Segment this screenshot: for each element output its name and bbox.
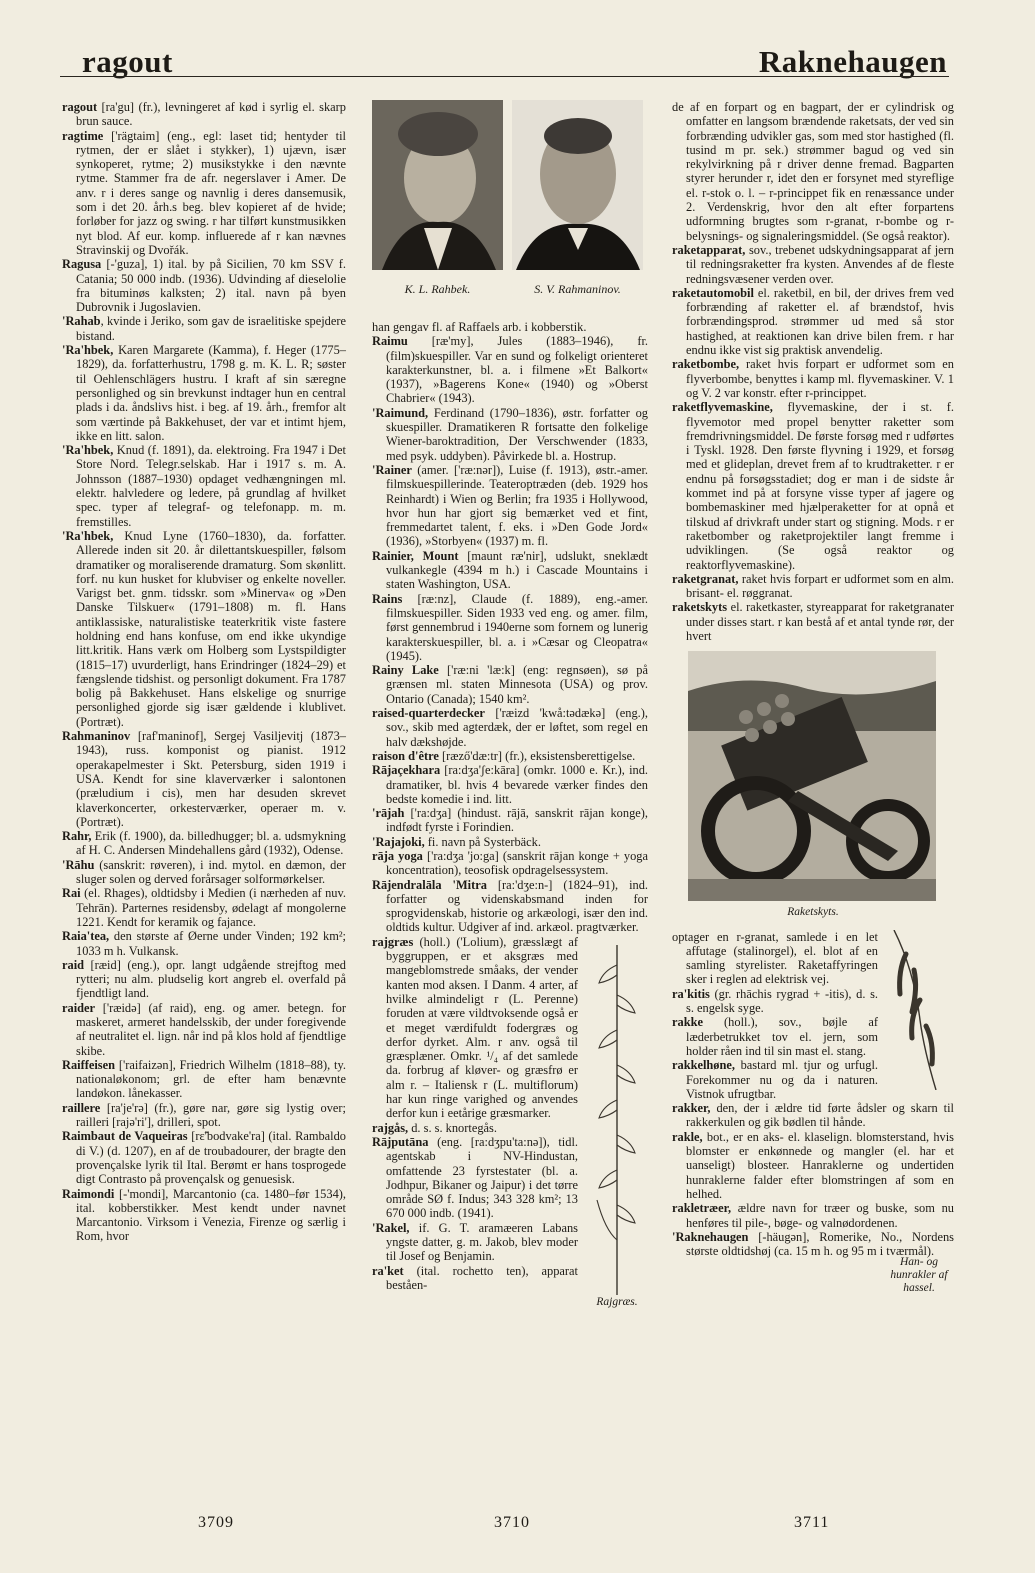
entry-headword: raketbombe, [672, 357, 740, 372]
caption-rahmaninov: S. V. Rahmaninov. [534, 282, 621, 296]
entry-headword: rakle, [672, 1129, 703, 1144]
entry-headword: rāja yoga [372, 848, 423, 863]
portrait-rahbek [372, 100, 503, 270]
entry-text: [ræ'my], Jules (1883–1946), fr. (film)skuespiller. Var en sund og folkeligt orienteret karakterkunstner, bl. a. i filmene »Et Balkort« (1937), »Bagerens Kone« (1940) og »Oberst Chabrier« (1943). [386, 334, 648, 406]
dictionary-entry [672, 286, 954, 357]
dictionary-entry [62, 257, 346, 314]
entry-headword: Rājaçekhara [372, 763, 441, 778]
entry-headword: ragout [62, 100, 98, 114]
running-head-right: Raknehaugen [758, 44, 947, 79]
entry-text: Knud (f. 1891), da. elektroing. Fra 1947 i Det Store Nord. Telegr.selskab. Har i 1917 s. m. A. Johnsson (1887–1930) opdaget vedhængningen ml. elektr. halvledere og ledere, på grundlag af hvilket spec. typer af telegraf- og telefonapp. m. m. fremstilles. [76, 443, 346, 529]
entry-headword: 'Rahab [62, 314, 101, 329]
dictionary-entry [62, 829, 346, 858]
entry-headword: raillere [62, 1100, 101, 1115]
entry-text: [maunt ræ'nir], udslukt, sneklædt vulkankegle (4394 m h.) i Cascade Mountains i staten Washington, USA. [386, 548, 648, 592]
entry-text: [-häugən], Romerike, No., Nordens største oldtidshøj (ca. 15 m h. og 95 m i tværmål). [686, 1229, 954, 1259]
dictionary-entry [372, 406, 648, 463]
dictionary-entry [672, 1201, 954, 1230]
entry-text: (holl.), sov., bøjle af læderbetrukket tov el. jern, som holder råen ind til sin mast el. stang. [686, 1015, 878, 1058]
entry-text: [ra:dʒa'ʃe:kāra] (omkr. 1000 e. Kr.), ind. dramatiker, bl. hvis 4 bevarede værker findes den bedste komedie i ind. litt. [386, 763, 648, 806]
entry-text: [ræző'dæ:tr] (fr.), eksistensberettigelse. [438, 748, 636, 763]
entry-headword: Raiffeisen [62, 1057, 115, 1072]
entry-text: ['ræ:ni 'læ:k] (eng: regnsøen), sø på grænsen ml. staten Minnesota (USA) og prov. Ontario (Canada); 1540 km². [386, 663, 648, 706]
entry-text: han gengav fl. af Raffaels arb. i kobberstik. [372, 320, 587, 334]
dictionary-entry [62, 958, 346, 1001]
entry-headword: Raimbaut de Vaqueiras [62, 1129, 188, 1144]
entry-text: (ital. rochetto ten), apparat beståen- [386, 1263, 578, 1292]
entry-text: bot., er en aks- el. klaselign. blomsterstand, hvis blomster er enkønnede og mangler (el. har et uanseligt) blosteer. Hanraklerne og undertiden hunraklerne falder efter blomstringen af som en helhed. [686, 1129, 954, 1201]
entry-text: if. G. T. aramæeren Labans yngste datter, g. m. Jakob, blev moder til Josef og Benjamin. [386, 1220, 578, 1264]
caption-rajgraes: Rajgræs. [596, 1295, 638, 1308]
entry-text: sov., trebenet udskydningsapparat af jern til redningsraketter fra kysten. Anvendes af de fleste redningsvæsener verden over. [686, 242, 954, 286]
entry-text: Karen Margarete (Kamma), f. Heger (1775–1829), da. forfatterhustru, 1798 g. m. K. L. R; søster til Oehlenschlägers hustru. I kraft af sin særegne personlighed og sin brevkunst indtager hun en central plads i da. åndslivs hist. i beg. af 19. årh., fremfor alt som værtinde på Bakkehuset, der var et intimt hjem, ikke en litt. salon. [76, 343, 346, 443]
dictionary-entry [62, 443, 346, 529]
entry-headword: rakletræer, [672, 1201, 732, 1216]
dictionary-entry [372, 320, 648, 334]
dictionary-entry [62, 343, 346, 443]
entry-text: d. s. s. knortegås. [408, 1120, 497, 1135]
dictionary-entry [62, 129, 346, 258]
dictionary-entry [372, 549, 648, 592]
entry-text: ældre navn for træer og buske, som nu henføres til pile-, bøge- og valnødordenen. [686, 1201, 954, 1230]
dictionary-entry [372, 463, 648, 549]
entry-text: [-'mondi], Marcantonio (ca. 1480–før 1534), ital. kobberstikker. Mest kendt under navnet Marcantonio. Virksom i Venezia, Firenze og særlig i Rom, hvor [76, 1186, 346, 1244]
entry-headword: raketautomobil [672, 285, 754, 300]
entry-headword: 'Raimund, [372, 405, 429, 420]
entry-headword: 'Rakel, [372, 1220, 410, 1235]
entry-text: Knud Lyne (1760–1830), da. forfatter. Allerede inden sit 20. år dilettantskuespiller, følsom dramatiker og moraliserende dramaturg. Som skønlitt. forf. nu kun husket for klubviser og enkelte noveller. Varigst bet. gnm. tidsskr. som »Minerva« og »Den Danske Tilskuer« (1791–1808) m. fl. Hans antiklassiske, naturalistiske teaterkritik viste fastere holdning end hans konfuse, om end ikke ukyndige litt.kritik. Hans værk om Holberg som Lystspildigter (1815–17) uvurderligt, hans Erindringer (1824–29) et fængslende tidshist. og personligt dokument. Fra 1787 bolig på Bakkehuset. Hans elskelige og snurrige personlighed gjorde sig især gældende i klublivet. (Portræt). [76, 528, 346, 729]
dictionary-entry [372, 749, 648, 763]
entry-headword: Raimondi [62, 1186, 115, 1201]
dictionary-entry [372, 878, 648, 935]
entry-headword: 'rājah [372, 806, 405, 821]
entry-text: den, der i ældre tid førte ådsler og skarn til rakkerkulen og gik bødlen til hånde. [686, 1101, 954, 1130]
entry-headword: Raimu [372, 334, 408, 349]
entry-headword: raketskyts [672, 600, 728, 615]
running-head-left: ragout [82, 44, 173, 79]
entry-headword: 'Rajajoki, [372, 834, 425, 849]
entry-headword: 'Ra'hbek, [62, 343, 114, 358]
entry-headword: raison d'être [372, 748, 439, 763]
entry-headword: Rainy Lake [372, 663, 439, 678]
entry-headword: raketapparat, [672, 242, 746, 257]
entry-text: optager en r-granat, samlede i en let affutage (stalinorgel), el. blot af en samling styrelister. Raketaffyringen sker i reglen ad elektrisk vej. [672, 929, 878, 987]
dictionary-entry [672, 1130, 954, 1201]
entry-text: [raf'maninof], Sergej Vasiljevitj (1873–1943), russ. komponist og pianist. 1912 operakapelmester i Skt. Petersburg, siden 1919 i USA. Kendt for sine klaverværker i salontonen (præludium i cis), men har desuden skrevet klaverkoncerter, orkesterværker, operaer m. v. (Portræt). [76, 729, 346, 829]
entry-text: (holl.) ('Lolium), græsslægt af byggruppen, er et aksgræs med mangeblomstrede småaks, der vender kanten mod aksen. I Danm. 4 arter, af hvilke almindeligt r (L. Perenne) foruden at være vildtvoksende også er et meget værdifuldt fodergræs og derfor dyrket. Alm. r anv. også til græsplæner. Omkr. ¹/₄ af det samlede da. forbrug af kløver- og græsfrø er alm r. – Italiensk r (L. multiflorum) har kun ringe varighed og anvendes derfor kun i eetårige græsmarker. [386, 934, 578, 1121]
entry-headword: rajgås, [372, 1120, 409, 1135]
dictionary-entry [672, 600, 954, 643]
page-number-1: 3709 [198, 1514, 234, 1531]
caption-hassel: Han- og hunrakler af hassel. [890, 1256, 948, 1295]
dictionary-entry [62, 529, 346, 729]
entry-text: ['ræizd 'kwå:tədækə] (eng.), sov., skib med agterdæk, der er løftet, som regel en halv dækshøjde. [386, 706, 648, 749]
entry-headword: raider [62, 1000, 96, 1015]
entry-headword: Rājputāna [372, 1134, 429, 1149]
entry-text: [ra'gu] (fr.), levningeret af kød i syrlig el. skarp brun sauce. [76, 100, 346, 129]
entry-headword: Rājendralāla 'Mitra [372, 877, 487, 892]
entry-headword: Rahmaninov [62, 729, 131, 744]
entry-headword: raketflyvemaskine, [672, 400, 773, 415]
entry-headword: rakker, [672, 1101, 711, 1116]
entry-text: [ra:'dʒe:n-] (1824–91), ind. forfatter og videnskabsmand inden for sprogvidenskab, historie og arkæologi, især den ind. oldtids kultur. Udgiver af ind. arkæol. pragtværker. [386, 877, 648, 935]
entry-text: , kvinde i Jeriko, som gav de israelitiske spejdere bistand. [76, 314, 346, 343]
entry-text: ['rägtaim] (eng., egl: laset tid; hentyder til rytmen, der er slået i stykker), 1) ujævn, især synkoperet, rytme; 2) musikstykke i den nævnte rytme. Stammer fra de afr. negerslaver i Amer. De anv. r i deres sange og navnlig i deres dansemusik, som i det 20. årh.s beg. blev kopieret af de hvide; forløber for jazz og swing. r har tilført kunstmusikken nyt blod. Af eur. komp. influerede af r kan nævnes Stravinskij og Dvořák. [76, 128, 346, 257]
entry-headword: Raia'tea, [62, 929, 110, 944]
dictionary-entry [372, 334, 648, 405]
entry-headword: ra'kitis [672, 986, 710, 1001]
dictionary-entry [62, 1129, 346, 1186]
column-1 [62, 100, 346, 1244]
raketskyts-photo [688, 651, 936, 901]
page-number-2: 3710 [494, 1514, 530, 1531]
dictionary-entry [372, 806, 648, 835]
dictionary-entry [372, 763, 648, 806]
portrait-photos [372, 100, 648, 312]
entry-headword: Rahr, [62, 829, 92, 844]
entry-text: Ferdinand (1790–1836), østr. forfatter og skuespiller. Dramatikeren R fortsatte den folkelige Wiener-baroktradition, Der Verschwender (1833, med psyk. uddyben). Påvirkede bl. a. Hostrup. [386, 405, 648, 463]
dictionary-entry [62, 100, 346, 129]
entry-text: raket hvis forpart er udformet som en flyverbombe, benyttes i kamp ml. flyvemaskiner. V. 1 og V. 2 var konstr. efter r-princippet. [686, 357, 954, 400]
column-2 [372, 100, 648, 1319]
entry-headword: raised-quarterdecker [372, 706, 485, 721]
dictionary-entry [62, 1001, 346, 1058]
dictionary-entry [372, 592, 648, 663]
dictionary-entry [672, 1101, 954, 1130]
entry-text: ['ra:dʒa] (hindust. rājā, sanskrit rājan konge), indfødt fyrste i Forindien. [386, 806, 648, 835]
dictionary-entry [62, 314, 346, 343]
entry-headword: Rainier, Mount [372, 548, 459, 563]
portrait-rahmaninov [512, 100, 643, 270]
entry-headword: 'Rāhu [62, 857, 95, 872]
dictionary-entry [672, 400, 954, 572]
dictionary-entry [62, 1058, 346, 1101]
dictionary-entry [672, 1230, 954, 1259]
entry-text: ['ra:dʒa 'jo:ga] (sanskrit rājan konge + yoga koncentration), teosofisk opdragelsessystem. [386, 848, 648, 878]
dictionary-entry [62, 729, 346, 829]
dictionary-entry [62, 886, 346, 929]
caption-raketskyts: Raketskyts. [787, 906, 839, 919]
entry-headword: ra'ket [372, 1263, 404, 1278]
entry-text: (el. Rhages), oldtidsby i Medien (i nærheden af nuv. Tehrān). Parternes residensby, ødelagt af mongolerne 1221. Kendt for keramik og fajance. [76, 886, 346, 929]
entry-headword: 'Ra'hbek, [62, 528, 114, 543]
dictionary-entry [372, 835, 648, 849]
entry-text: (gr. rhāchis rygrad + -itis), d. s. s. engelsk syge. [686, 986, 878, 1016]
entry-text: ['raifaizən], Friedrich Wilhelm (1818–88), ty. nationaløkonom; grl. de efter ham benævnte landøkon. lånekasser. [76, 1057, 346, 1101]
dictionary-entry [372, 706, 648, 749]
entry-text: el. raketkaster, styreapparat for raketgranater under disses start. r kan bestå af et antal tynde rør, der hvert [686, 600, 954, 643]
entry-headword: 'Raknehaugen [672, 1229, 749, 1244]
rajgraes-illustration [586, 935, 648, 1315]
entry-text: [-'guza], 1) ital. by på Sicilien, 70 km SSV f. Catania; 50 000 indb. (1936). Udvinding af dieselolie fra bituminøs kalksten; 2) ital. navn på byen Dubrovnik i Jugoslavien. [76, 257, 346, 315]
dictionary-entry [372, 663, 648, 706]
entry-headword: raid [62, 957, 85, 972]
entry-text: [ræid] (eng.), opr. langt udgående strejftog med rytteri; nu alm. pludselig kort angreb el. overfald på fjendtligt land. [76, 957, 346, 1001]
dictionary-entry [672, 243, 954, 286]
entry-text: ['ræidə] (af raid), eng. og amer. betegn. for maskeret, armeret handelsskib, der under foregivende af neutralitet el. lign. når ind på klos hold af fjendtlige skibe. [76, 1000, 346, 1058]
header-rule [60, 76, 949, 77]
entry-headword: 'Rainer [372, 462, 412, 477]
entry-headword: Ragusa [62, 257, 102, 272]
page-number-3: 3711 [794, 1514, 830, 1531]
entry-headword: rajgræs [372, 934, 414, 949]
entry-text: bastard ml. tjur og urfugl. Forekommer nu og da i naturen. Vistnok ufrugtbar. [686, 1058, 878, 1101]
column-3 [672, 100, 954, 1295]
dictionary-entry [372, 849, 648, 878]
entry-text: (amer. ['ræ:nər]), Luise (f. 1913), østr.-amer. filmskuespillerinde. Teateroptræden (deb. 1929 hos Reinhardt) i Wien og Berlin; fra 1935 i Hollywood, hvor hun har gjort sig bemærket ved et fint, fremmedartet talent, f. eks. i »Den Gode Jord« (1936), »Storbyen« (1937) m. fl. [386, 462, 648, 549]
entry-text: fi. navn på Systerbäck. [424, 834, 541, 849]
dictionary-entry [62, 929, 346, 958]
hassel-rakler-illustration [884, 930, 954, 1090]
entry-text: el. raketbil, en bil, der drives frem ved forbrænding af raketter el. af brændstof, hvis forbrændingsprod. strømmer ud med så stor hastighed, at reaktionen kan drive bilen frem. r har endnu ikke vist sig praktisk anvendelig. [686, 285, 954, 358]
entry-headword: raketgranat, [672, 571, 739, 586]
entry-headword: rakke [672, 1015, 703, 1030]
caption-rahbek: K. L. Rahbek. [404, 282, 471, 296]
entry-text: [ræ:nz], Claude (f. 1889), eng.-amer. filmskuespiller. Siden 1933 ved eng. og amer. film, først gennembrud i 1940erne som fornem og lunerig karakterskuespiller, bl. a. i »Cæsar og Cleopatra« (1945). [386, 591, 648, 663]
entry-text: Erik (f. 1900), da. billedhugger; bl. a. udsmykning af H. C. Andersen Mindehallens gård (1932), Odense. [76, 829, 346, 858]
entry-headword: ragtime [62, 128, 104, 143]
entry-text: [rɛ̃'bodvake'ra] (ital. Rambaldo di V.) (d. 1207), en af de troubadourer, der bragte den provençalske lyrik til Ital. Berømt er hans tosprogede digt Contrasto på provençalsk og genuesisk. [76, 1129, 347, 1187]
entry-headword: rakkelhøne, [672, 1058, 735, 1073]
entry-headword: Rai [62, 886, 81, 901]
entry-text: [ra'je'rə] (fr.), gøre nar, gøre sig lystig over; railleri [rajə'ri'], drilleri, spot. [76, 1100, 346, 1130]
dictionary-entry [672, 100, 954, 243]
entry-text: (sanskrit: røveren), i ind. mytol. en dæmon, der sluger solen og derved forårsager solformørkelser. [76, 857, 346, 887]
entry-headword: Rains [372, 591, 403, 606]
dictionary-entry [62, 1101, 346, 1130]
entry-text: raket hvis forpart er udformet som en alm. brisant- el. røggranat. [686, 571, 954, 601]
dictionary-entry [672, 572, 954, 601]
rajgraes-entry-block [372, 934, 648, 1308]
entry-text: flyvemaskine, der i st. f. flyvemotor med propel benytter raketter som fremdrivningsmiddel. De første forsøg med r udførtes i Tyskl. 1928. Den første flyvning i 1929, et forsøg med et glideplan, drevet frem af to krudtraketter. r er endnu på forsøgsstadiet; dog er man i de sidste år kommet ind på at forsyne visse typer af jagere og bombemaskiner med hjælperaketter for at opnå et tilskud af drivkraft under start og stigning. Mods. r er raketbomber og raketprojektiler langt fremme i udviklingen. (Se også reaktor og reaktorflyvemaskine). [686, 400, 954, 572]
dictionary-entry [62, 1187, 346, 1244]
entry-text: (eng. [ra:dʒpu'ta:nə]), tidl. agentskab i NV-Hindustan, omfattende 23 fyrstestater (bl. a. Jodhpur, Bikaner og Jaipur) i det tørre område SØ f. Indus; 343 328 km²; 13 670 000 indb. (1941). [386, 1134, 578, 1221]
dictionary-entry [62, 858, 346, 887]
dictionary-entry [672, 357, 954, 400]
entry-text: den største af Øerne under Vinden; 192 km²; 1033 m h. Vulkansk. [76, 929, 346, 958]
entry-text: de af en forpart og en bagpart, der er cylindrisk og omfatter en langsom brændende raketsats, der ved sin forbrænding udvikler gas, som med stor hastighed (fl. tusind m pr. sek.) strømmer bagud og ved sin rekylvirkning på r driver denne fremad. Bagparten styrer herunder r, idet den er forsynet med styreflige el. r-stok o. l. – r-princippet fik en renæssance under 2. Verdenskrig, hvor den alt efter forpartens udformning brugtes som r-granat, r-bombe og r-belysnings- og signaleringsmiddel. (Se også reaktor). [672, 100, 954, 243]
entry-headword: 'Ra'hbek, [62, 443, 114, 458]
